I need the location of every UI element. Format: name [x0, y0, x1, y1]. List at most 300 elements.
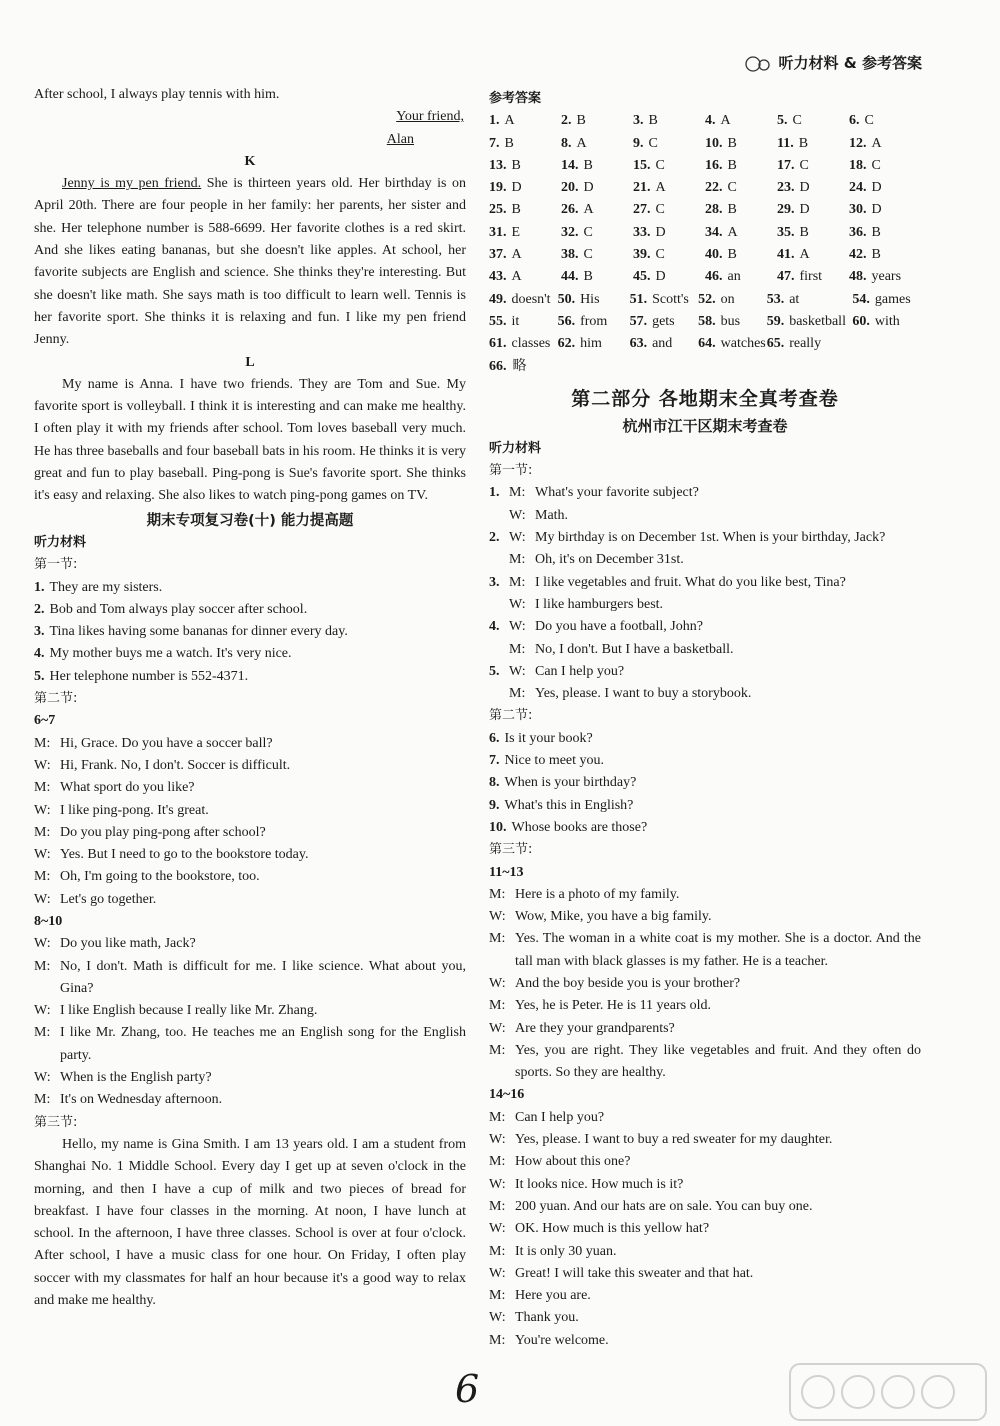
- dialogue-line: [489, 594, 921, 616]
- answer-number: 56.: [557, 313, 576, 329]
- answer-item: [561, 177, 633, 199]
- answer-number: 64.: [698, 336, 716, 352]
- dialogue-line: [489, 616, 921, 638]
- answer-value: classes: [511, 336, 551, 352]
- dialogue-text: No, I don't. Math is difficult for me. I like science. What about you, Gina?: [60, 958, 466, 996]
- speaker-label: W:: [34, 757, 51, 773]
- answer-item: [698, 289, 767, 311]
- dialogue-line: [489, 1330, 921, 1352]
- answer-number: 24.: [849, 180, 867, 196]
- answer-value: B: [727, 202, 737, 218]
- answer-value: with: [874, 313, 900, 329]
- dialogue-line: [34, 933, 466, 955]
- answer-item: [698, 311, 767, 333]
- watermark-logo: [788, 1362, 988, 1422]
- listening-item: [489, 750, 921, 772]
- dialogue-text: My birthday is on December 1st. When is your birthday, Jack?: [535, 530, 886, 546]
- answer-number: 36.: [849, 224, 867, 240]
- answer-item: [852, 311, 921, 333]
- answer-item: [489, 177, 561, 199]
- dialogue-line: [489, 1040, 921, 1085]
- speaker-label: W:: [34, 847, 51, 863]
- speaker-label: M:: [489, 931, 506, 947]
- right-part-3-label: 第三节:: [489, 842, 533, 858]
- answer-item: [489, 199, 561, 221]
- answer-number: 21.: [633, 180, 651, 196]
- dialogue-line: [489, 661, 921, 683]
- answer-value: really: [789, 336, 822, 352]
- answer-number: 59.: [766, 313, 785, 329]
- dialogue-text: It is only 30 yuan.: [515, 1243, 617, 1259]
- section-k-label: K: [244, 153, 256, 169]
- answer-item: [705, 155, 777, 177]
- answer-grid: [489, 110, 921, 288]
- answer-number: 7.: [489, 135, 500, 151]
- answer-value: C: [648, 135, 658, 151]
- answer-value: on: [720, 291, 735, 307]
- header-title: 听力材料 & 参考答案: [778, 54, 922, 72]
- listening-item-number: 6.: [489, 730, 500, 746]
- answer-value: D: [511, 180, 522, 196]
- dialogue-line: [34, 800, 466, 822]
- answer-value: B: [648, 113, 658, 129]
- answer-number: 18.: [849, 157, 867, 173]
- answer-number: 2.: [561, 113, 572, 129]
- page-header: [744, 52, 922, 74]
- speaker-label: M:: [34, 735, 51, 751]
- answer-number: 9.: [633, 135, 644, 151]
- answer-number: 60.: [852, 313, 870, 329]
- listening-item-text: When is your birthday?: [504, 775, 637, 791]
- answer-item: [777, 222, 849, 244]
- answer-value: C: [727, 180, 737, 196]
- listening-item-text: Whose books are those?: [511, 819, 648, 835]
- answer-item: [561, 199, 633, 221]
- speaker-label: W:: [489, 1176, 506, 1192]
- dialogue-line: [489, 1196, 921, 1218]
- dialogue-text: I like English because I really like Mr. Zhang.: [60, 1003, 318, 1019]
- answer-item: [489, 266, 561, 288]
- dialogue-6-7: [34, 733, 466, 911]
- dialogue-text: It's on Wednesday afternoon.: [60, 1092, 223, 1108]
- speaker-label: M:: [489, 1288, 506, 1304]
- answer-value: A: [576, 135, 587, 151]
- answer-item: [558, 289, 630, 311]
- speaker-label: M:: [489, 886, 506, 902]
- answer-item: [489, 133, 561, 155]
- dialogue-line: [489, 995, 921, 1017]
- answer-number: 52.: [698, 291, 716, 307]
- dialogue-line: [489, 928, 921, 973]
- answer-item: [777, 244, 849, 266]
- answer-number: 53.: [766, 291, 785, 307]
- speaker-label: W:: [489, 975, 506, 991]
- speaker-label: W:: [489, 1020, 506, 1036]
- item-number: 3.: [489, 574, 500, 590]
- answer-number: 32.: [561, 224, 579, 240]
- passage-text: Hello, my name is Gina Smith. I am 13 years old. I am a student from Shanghai No. 1 Middle School. Every day I get up at seven o'clock in the morning, and then I have a cup of milk and two pieces of bread for breakfast. I have four classes in the morning. At noon, I have lunch at school. In the afternoon, I have three classes. School is over at four o'clock. After school, I have a music class for one hour. On Friday, I often play soccer with my classmates for half an hour because it's a good way to relax and make me healthy.: [34, 1136, 466, 1309]
- answer-item: [633, 177, 705, 199]
- answer-value: doesn't: [511, 291, 551, 307]
- speaker-label: M:: [489, 1332, 506, 1348]
- group-14-16-label: 14~16: [489, 1087, 525, 1103]
- answer-number: 46.: [705, 269, 723, 285]
- answer-value: C: [799, 157, 809, 173]
- answer-value: B: [583, 269, 593, 285]
- dialogue-text: Wow, Mike, you have a big family.: [515, 909, 712, 925]
- speaker-label: W:: [489, 1265, 506, 1281]
- left-column: [34, 84, 466, 1312]
- dialogue-line: [489, 639, 921, 661]
- signature-line-1: Your friend,: [396, 109, 464, 125]
- answer-value: D: [655, 269, 666, 285]
- speaker-label: M:: [509, 641, 526, 657]
- dialogue-line: [489, 1174, 921, 1196]
- answer-value: C: [655, 157, 665, 173]
- answer-value: B: [511, 202, 521, 218]
- item-number: [489, 639, 503, 661]
- listening-item-number: 3.: [34, 624, 45, 640]
- answer-value: B: [799, 224, 809, 240]
- answer-item: [767, 311, 853, 333]
- answer-number: 26.: [561, 202, 579, 218]
- answer-value: gets: [652, 313, 675, 329]
- page-number: 6: [455, 1367, 480, 1411]
- dialogue-text: Can I help you?: [535, 663, 625, 679]
- speaker-label: M:: [509, 574, 526, 590]
- answer-number: 47.: [777, 269, 795, 285]
- answer-item: [849, 266, 921, 288]
- answer-item: [558, 333, 630, 355]
- dialogue-line: [489, 1263, 921, 1285]
- listening-item-number: 9.: [489, 797, 500, 813]
- dialogue-line: [34, 822, 466, 844]
- dialogue-text: Do you have a football, John?: [535, 619, 703, 635]
- answer-number: 17.: [777, 157, 795, 173]
- dialogue-line: [34, 1089, 466, 1111]
- answer-item: [633, 244, 705, 266]
- dialogue-11-13: [489, 884, 921, 1085]
- speaker-label: M:: [34, 824, 51, 840]
- answer-item: [849, 110, 921, 132]
- answer-value: D: [655, 224, 666, 240]
- dialogue-8-10: [34, 933, 466, 1111]
- answer-value: A: [871, 135, 882, 151]
- answer-value: B: [727, 157, 737, 173]
- speaker-label: W:: [509, 530, 526, 546]
- listening-item-number: 7.: [489, 753, 500, 769]
- answer-number: 39.: [633, 247, 651, 263]
- section-l-text: My name is Anna. I have two friends. They are Tom and Sue. My favorite sport is volleyball. I think it is interesting and can make me healthy. I often play it with my friends after school. Tom loves baseball very much. He has three baseballs and four baseball bats in his room. He thinks it is very great and fun to play baseball. Ping-pong is Sue's favorite sport. She thinks it's easy and relaxing. She also likes to watch ping-pong games on TV.: [34, 376, 466, 504]
- dialogue-text: I like hamburgers best.: [535, 596, 664, 612]
- answer-number: 42.: [849, 247, 867, 263]
- dialogue-text: Great! I will take this sweater and that hat.: [515, 1265, 754, 1281]
- listening-item-text: What's this in English?: [504, 797, 634, 813]
- part-1-list: [34, 577, 466, 688]
- answer-value: A: [655, 180, 666, 196]
- listening-item: [34, 643, 466, 665]
- answer-item: [633, 199, 705, 221]
- answer-number: 63.: [629, 336, 648, 352]
- answer-item: [849, 244, 921, 266]
- right-part-1-list: [489, 482, 921, 705]
- speaker-label: W:: [509, 663, 526, 679]
- answer-number: 23.: [777, 180, 795, 196]
- listening-item-number: 8.: [489, 775, 500, 791]
- answer-value: years: [871, 269, 902, 285]
- answer-value: B: [576, 113, 586, 129]
- speaker-label: W:: [509, 596, 526, 612]
- answer-number: 27.: [633, 202, 651, 218]
- dialogue-text: I like vegetables and fruit. What do you like best, Tina?: [535, 574, 846, 590]
- listening-item-number: 10.: [489, 819, 507, 835]
- dialogue-line: [34, 1000, 466, 1022]
- dialogue-text: No, I don't. But I have a basketball.: [535, 641, 734, 657]
- answer-number: 1.: [489, 113, 500, 129]
- dialogue-line: [489, 906, 921, 928]
- speaker-label: M:: [509, 686, 526, 702]
- dialogue-line: [489, 1018, 921, 1040]
- answer-number: 49.: [489, 291, 507, 307]
- dialogue-text: Yes. But I need to go to the bookstore today.: [60, 847, 309, 863]
- dialogue-text: And the boy beside you is your brother?: [515, 975, 741, 991]
- answer-value: A: [504, 113, 515, 129]
- answer-value: B: [511, 157, 521, 173]
- dialogue-text: What's your favorite subject?: [535, 485, 699, 501]
- answer-number: 13.: [489, 157, 507, 173]
- answer-item: [705, 110, 777, 132]
- part-2-label: 第二节:: [34, 691, 78, 707]
- answer-value: A: [720, 113, 731, 129]
- answer-number: 38.: [561, 247, 579, 263]
- answers-heading: 参考答案: [489, 91, 542, 106]
- answer-number: 58.: [698, 313, 716, 329]
- listening-item: [34, 577, 466, 599]
- dialogue-text: Do you like math, Jack?: [60, 936, 196, 952]
- dialogue-text: Here is a photo of my family.: [515, 886, 680, 902]
- answer-number: 22.: [705, 180, 723, 196]
- speaker-label: M:: [489, 1042, 506, 1058]
- dialogue-text: Can I help you?: [515, 1109, 605, 1125]
- dialogue-text: Are they your grandparents?: [515, 1020, 675, 1036]
- dialogue-line: [489, 1285, 921, 1307]
- answer-number: 33.: [633, 224, 651, 240]
- answer-item: [558, 311, 630, 333]
- answer-value: first: [799, 269, 823, 285]
- answer-item: [633, 110, 705, 132]
- answer-number: 57.: [629, 313, 648, 329]
- item-number: 1.: [489, 485, 500, 501]
- answer-value: from: [580, 313, 608, 329]
- answer-item: [852, 333, 921, 355]
- dialogue-text: Yes, he is Peter. He is 11 years old.: [515, 998, 711, 1014]
- answer-number: 61.: [489, 336, 507, 352]
- answer-item: [489, 222, 561, 244]
- right-column: [489, 88, 921, 1352]
- answer-item: [489, 110, 561, 132]
- dialogue-line: [489, 1129, 921, 1151]
- answer-item: [633, 266, 705, 288]
- item-number: [489, 505, 503, 527]
- answer-value: A: [583, 202, 594, 218]
- dialogue-line: [34, 844, 466, 866]
- dialogue-text: Hi, Frank. No, I don't. Soccer is difficult.: [60, 757, 291, 773]
- speaker-label: M:: [34, 1025, 51, 1041]
- item-number: 4.: [489, 619, 500, 635]
- dialogue-text: Yes, please. I want to buy a red sweater for my daughter.: [515, 1132, 833, 1148]
- dialogue-line: [34, 889, 466, 911]
- answer-value: and: [652, 336, 673, 352]
- listening-item-number: 1.: [34, 579, 45, 595]
- answer-value: E: [511, 224, 521, 240]
- answer-number: 8.: [561, 135, 572, 151]
- answer-item: [633, 222, 705, 244]
- speaker-label: M:: [34, 958, 51, 974]
- answer-number: 37.: [489, 247, 507, 263]
- dialogue-line: [489, 572, 921, 594]
- section-k-text: Jenny is my pen friend. She is thirteen years old. Her birthday is on April 20th. There are four people in her family: her parents, her sister and she. Her telephone number is 588-6699. Her favorite clothes is a red skirt. And she likes eating bananas, but she doesn't like apples. At school, her favorite subjects are English and science. She thinks they're interesting. But she doesn't like math. She says math is too difficult to learn well. Tennis is her favorite sport. She thinks it is relaxing and fun. I like my pen friend Jenny.: [34, 176, 466, 348]
- dialogue-line: [489, 683, 921, 705]
- answer-grid-fill: [489, 289, 921, 356]
- listening-item-number: 2.: [34, 601, 45, 617]
- dialogue-line: [489, 505, 921, 527]
- right-part-2-label: 第二节:: [489, 708, 533, 724]
- answer-item: [777, 155, 849, 177]
- dialogue-line: [489, 527, 921, 549]
- part-1-label: 第一节:: [34, 557, 78, 573]
- answer-item: [630, 333, 699, 355]
- dialogue-line: [34, 755, 466, 777]
- answer-number: 35.: [777, 224, 795, 240]
- answer-value: watches: [720, 336, 766, 352]
- answer-value: D: [799, 202, 810, 218]
- answer-number: 25.: [489, 202, 507, 218]
- answer-number: 43.: [489, 269, 507, 285]
- answer-value: B: [871, 247, 881, 263]
- answer-item: [633, 155, 705, 177]
- speaker-label: W:: [34, 936, 51, 952]
- dialogue-line: [489, 973, 921, 995]
- answer-value: C: [871, 157, 881, 173]
- dialogue-14-16: [489, 1107, 921, 1352]
- dialogue-text: OK. How much is this yellow hat?: [515, 1221, 710, 1237]
- answer-value: C: [864, 113, 874, 129]
- speaker-label: W:: [34, 1003, 51, 1019]
- answer-number: 28.: [705, 202, 723, 218]
- answer-value: A: [727, 224, 738, 240]
- answer-value: B: [504, 135, 514, 151]
- answer-number: 3.: [633, 113, 644, 129]
- answer-number: 5.: [777, 113, 788, 129]
- answer-item: [489, 333, 558, 355]
- answer-value: C: [583, 247, 593, 263]
- answer-number: 16.: [705, 157, 723, 173]
- answer-value: D: [871, 202, 882, 218]
- answer-number: 48.: [849, 269, 867, 285]
- item-number: [489, 683, 503, 705]
- answer-item: [561, 133, 633, 155]
- group-6-7-label: 6~7: [34, 713, 56, 729]
- answer-number: 44.: [561, 269, 579, 285]
- right-part-2-list: [489, 728, 921, 839]
- speaker-label: W:: [509, 619, 526, 635]
- answer-item: [630, 311, 699, 333]
- answer-item: [705, 133, 777, 155]
- answer-value: His: [580, 291, 600, 307]
- answer-value: B: [798, 135, 809, 151]
- listening-item-text: Nice to meet you.: [504, 753, 605, 769]
- answer-number: 30.: [849, 202, 867, 218]
- dialogue-line: [34, 1022, 466, 1067]
- listening-heading: 听力材料: [34, 534, 87, 550]
- speaker-label: M:: [34, 780, 51, 796]
- answer-number: 14.: [561, 157, 579, 173]
- listening-item: [489, 817, 921, 839]
- speaker-label: W:: [489, 1132, 506, 1148]
- listening-item-number: 5.: [34, 668, 45, 684]
- dialogue-line: [34, 1067, 466, 1089]
- answer-number: 19.: [489, 180, 507, 196]
- review-title: 期末专项复习卷(十) 能力提高题: [146, 512, 354, 529]
- listening-item-text: My mother buys me a watch. It's very nice.: [49, 646, 292, 662]
- dialogue-text: I like ping-pong. It's great.: [60, 802, 209, 818]
- dialogue-text: You're welcome.: [515, 1332, 609, 1348]
- dialogue-line: [34, 866, 466, 888]
- answer-number: 29.: [777, 202, 795, 218]
- answer-value: an: [727, 269, 741, 285]
- answer-number: 45.: [633, 269, 651, 285]
- listening-item-text: They are my sisters.: [49, 579, 163, 595]
- dialogue-text: Yes, you are right. They like vegetables and fruit. And they often do sports. So they are healthy.: [515, 1042, 921, 1081]
- answer-value: C: [583, 224, 593, 240]
- listening-item-text: Her telephone number is 552-4371.: [49, 668, 249, 684]
- item-number: 5.: [489, 663, 500, 679]
- answer-item: [705, 199, 777, 221]
- answer-number: 6.: [849, 113, 860, 129]
- dialogue-line: [489, 549, 921, 571]
- part-two-title: 第二部分 各地期末全真考查卷: [571, 387, 839, 410]
- listening-item: [489, 728, 921, 750]
- answer-value: D: [583, 180, 594, 196]
- answer-item: [849, 155, 921, 177]
- answer-value: bus: [720, 313, 741, 329]
- answer-number: 51.: [629, 291, 648, 307]
- answer-item: [767, 333, 853, 355]
- speaker-label: W:: [489, 1221, 506, 1237]
- listening-item: [489, 772, 921, 794]
- item-number: [489, 594, 503, 616]
- dialogue-text: Here you are.: [515, 1288, 591, 1304]
- speaker-label: W:: [34, 891, 51, 907]
- answer-item: [705, 222, 777, 244]
- answer-item: [561, 155, 633, 177]
- answer-item: [705, 244, 777, 266]
- dialogue-line: [489, 482, 921, 504]
- answer-item: [849, 177, 921, 199]
- answer-number: 55.: [489, 313, 507, 329]
- listening-item-text: Tina likes having some bananas for dinner every day.: [49, 624, 348, 640]
- answer-item: [633, 133, 705, 155]
- listening-item: [34, 666, 466, 688]
- dialogue-text: Yes, please. I want to buy a storybook.: [535, 686, 752, 702]
- listening-heading-right: 听力材料: [489, 440, 542, 456]
- answer-number: 4.: [705, 113, 716, 129]
- item-number: [489, 549, 503, 571]
- answer-number: 41.: [777, 247, 795, 263]
- answer-item: [561, 244, 633, 266]
- dialogue-line: [34, 733, 466, 755]
- speaker-label: M:: [34, 1092, 51, 1108]
